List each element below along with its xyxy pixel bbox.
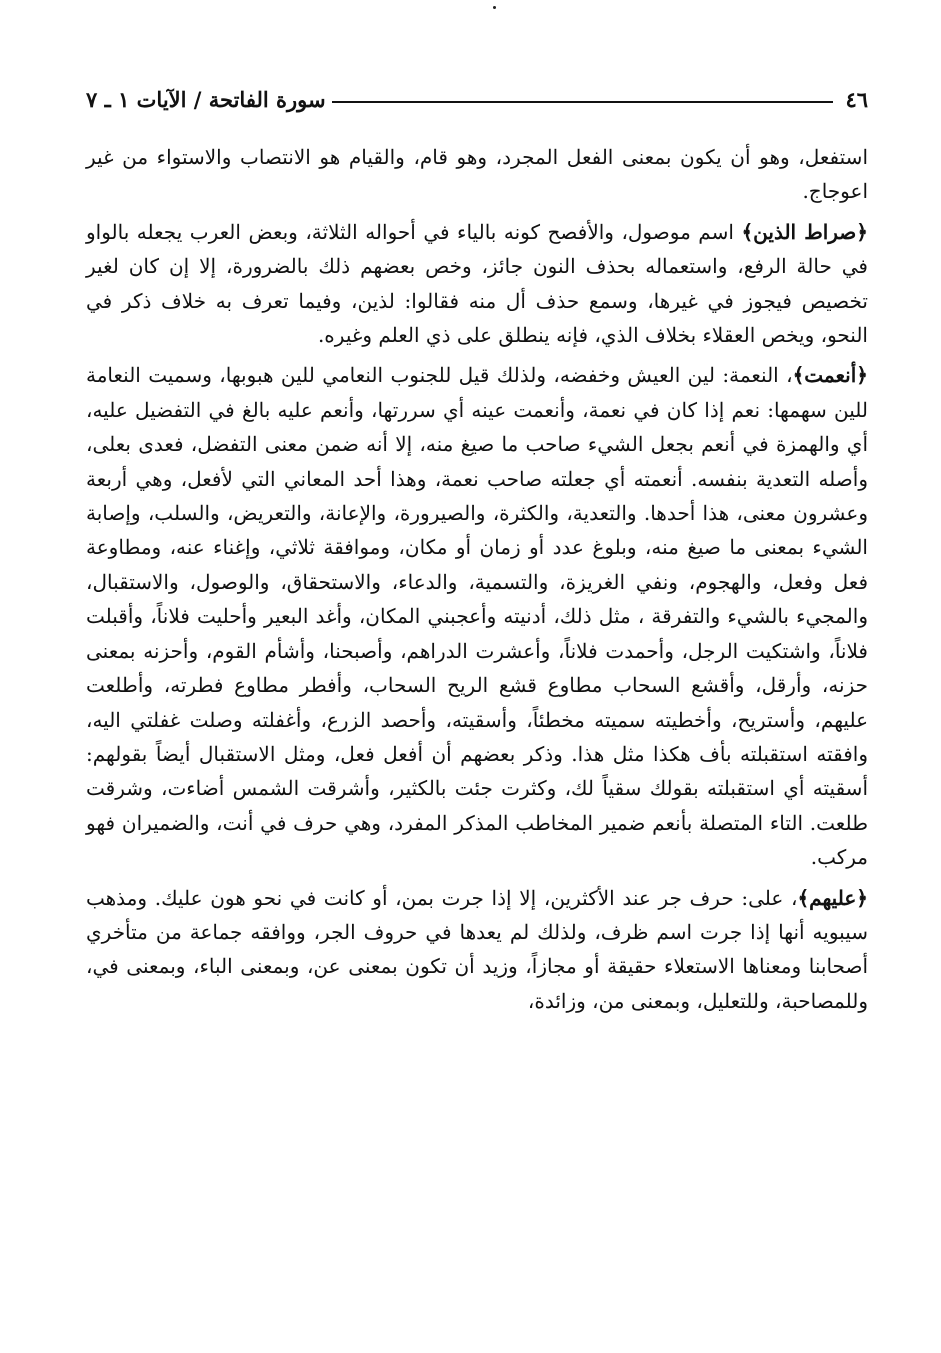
paragraph-text: ، النعمة: لين العيش وخفضه، ولذلك قيل للجنوب النعامي للين هبوبها، وسميت النعامة للين سهمها: نعم إذا كان في نعمة، وأنعمت عينه أي سررتها، وأنعم عليه بالغ في التفضيل عليه، أي والهمزة في أنعم بجعل الشيء صاحب ما صيغ منه، إلا أنه ضمن معنى التفضل، فعدى بعلى، وأصله التعدية بنفسه. أنعمته أي جعلته صاحب نعمة، وهذا أحد المعاني التي لأفعل، وهي أربعة وعشرون معنى، هذا أحدها. والتعدية، والكثرة، والصيرورة، والإعانة، والتعريض، والسلب، وإصابة الشيء بمعنى ما صيغ منه، وبلوغ عدد أو زمان أو مكان، وموافقة ثلاثي، وإغناء عنه، ومطاوعة فعل وفعل، والهجوم، ونفي الغريزة، والتسمية، والدعاء، والاستحقاق، والوصول، والاستقبال، والمجيء بالشيء والتفرقة ، مثل ذلك، أدنيته وأعجبني المكان، وأغد البعير وأحليت فلاناً، وأقبلت فلاناً، واشتكيت الرجل، وأحمدت فلاناً، وأعشرت الدراهم، وأصبحنا، وأشأم القوم، وأحزنه بمعنى حزنه، وأرقل، وأقشع السحاب مطاوع قشع الريح السحاب، وأفطر مطاوع فطرته، وأطلعت عليهم، وأستريح، وأخطيته سميته مخطئاً، وأسقيته، وأحصد الزرع، وأغفلته وصلت غفلتي اليه، وافقته استقبلته بأف هكذا مثل هذا. وذكر بعضهم أن أفعل فعل، ومثل الاستقبال أيضاً بقولهم: أسقيته أي استقبلته بقولك سقياً لك، وكثرت جئت بالكثير، وأشرقت الشمس أضاءت، وشرقت طلعت. التاء المتصلة بأنعم ضمير المخاطب المذكر المفرد، وهي حرف في أنت، والضميران فهو مركب.	[86, 363, 869, 870]
paragraph-anamta	[86, 358, 868, 874]
paragraph-sirat-alladhina	[86, 215, 868, 353]
paragraph-text: اسم موصول، والأفصح كونه بالياء في أحواله الثلاثة، وبعض العرب يجعله بالواو في حالة الرفع، واستعماله بحذف النون جائز، وخص بعضهم ذلك بالضرورة، إلا إن كان لغير تخصيص فيجوز في غيرها، وسمع حذف أل منه فقالوا: لذين، وفيما تعرف به خلاف ذكر في النحو، ويخص العقلاء بخلاف الذي، فإنه ينطلق على ذي العلم وغيره.	[86, 219, 868, 348]
lemma-heading: ﴿عليهم﴾	[797, 885, 868, 910]
lemma-heading: ﴿صراط الذين﴾	[741, 219, 868, 244]
lemma-heading: ﴿أنعمت﴾	[792, 363, 868, 388]
page-number: ٤٦	[845, 87, 868, 112]
body-text	[86, 140, 868, 1024]
paragraph-text: ، على: حرف جر عند الأكثرين، إلا إذا جرت بمن، أو كانت في نحو هون عليك. ومذهب سيبويه أنها إذا جرت اسم ظرف، ولذلك لم يعدها في حروف الجر، ووافقه جماعة من متأخري أصحابنا ومعناها الاستعلاء حقيقة أو مجازاً، وزيد أن تكون بمعنى عن، وبمعنى الباء، وبمعنى في، وللمصاحبة، وللتعليل، وبمعنى من، وزائدة،	[86, 885, 868, 1013]
running-title: سورة الفاتحة / الآيات ١ ـ ٧	[86, 87, 326, 112]
scan-dot	[493, 6, 496, 9]
header-rule	[332, 101, 834, 103]
page-header	[86, 78, 868, 112]
paragraph-text: استفعل، وهو أن يكون بمعنى الفعل المجرد، وهو قام، والقيام هو الانتصاب والاستواء من غير اعوجاج.	[86, 145, 868, 204]
paragraph-alayhim	[86, 881, 868, 1019]
paragraph-continuation	[86, 140, 868, 209]
